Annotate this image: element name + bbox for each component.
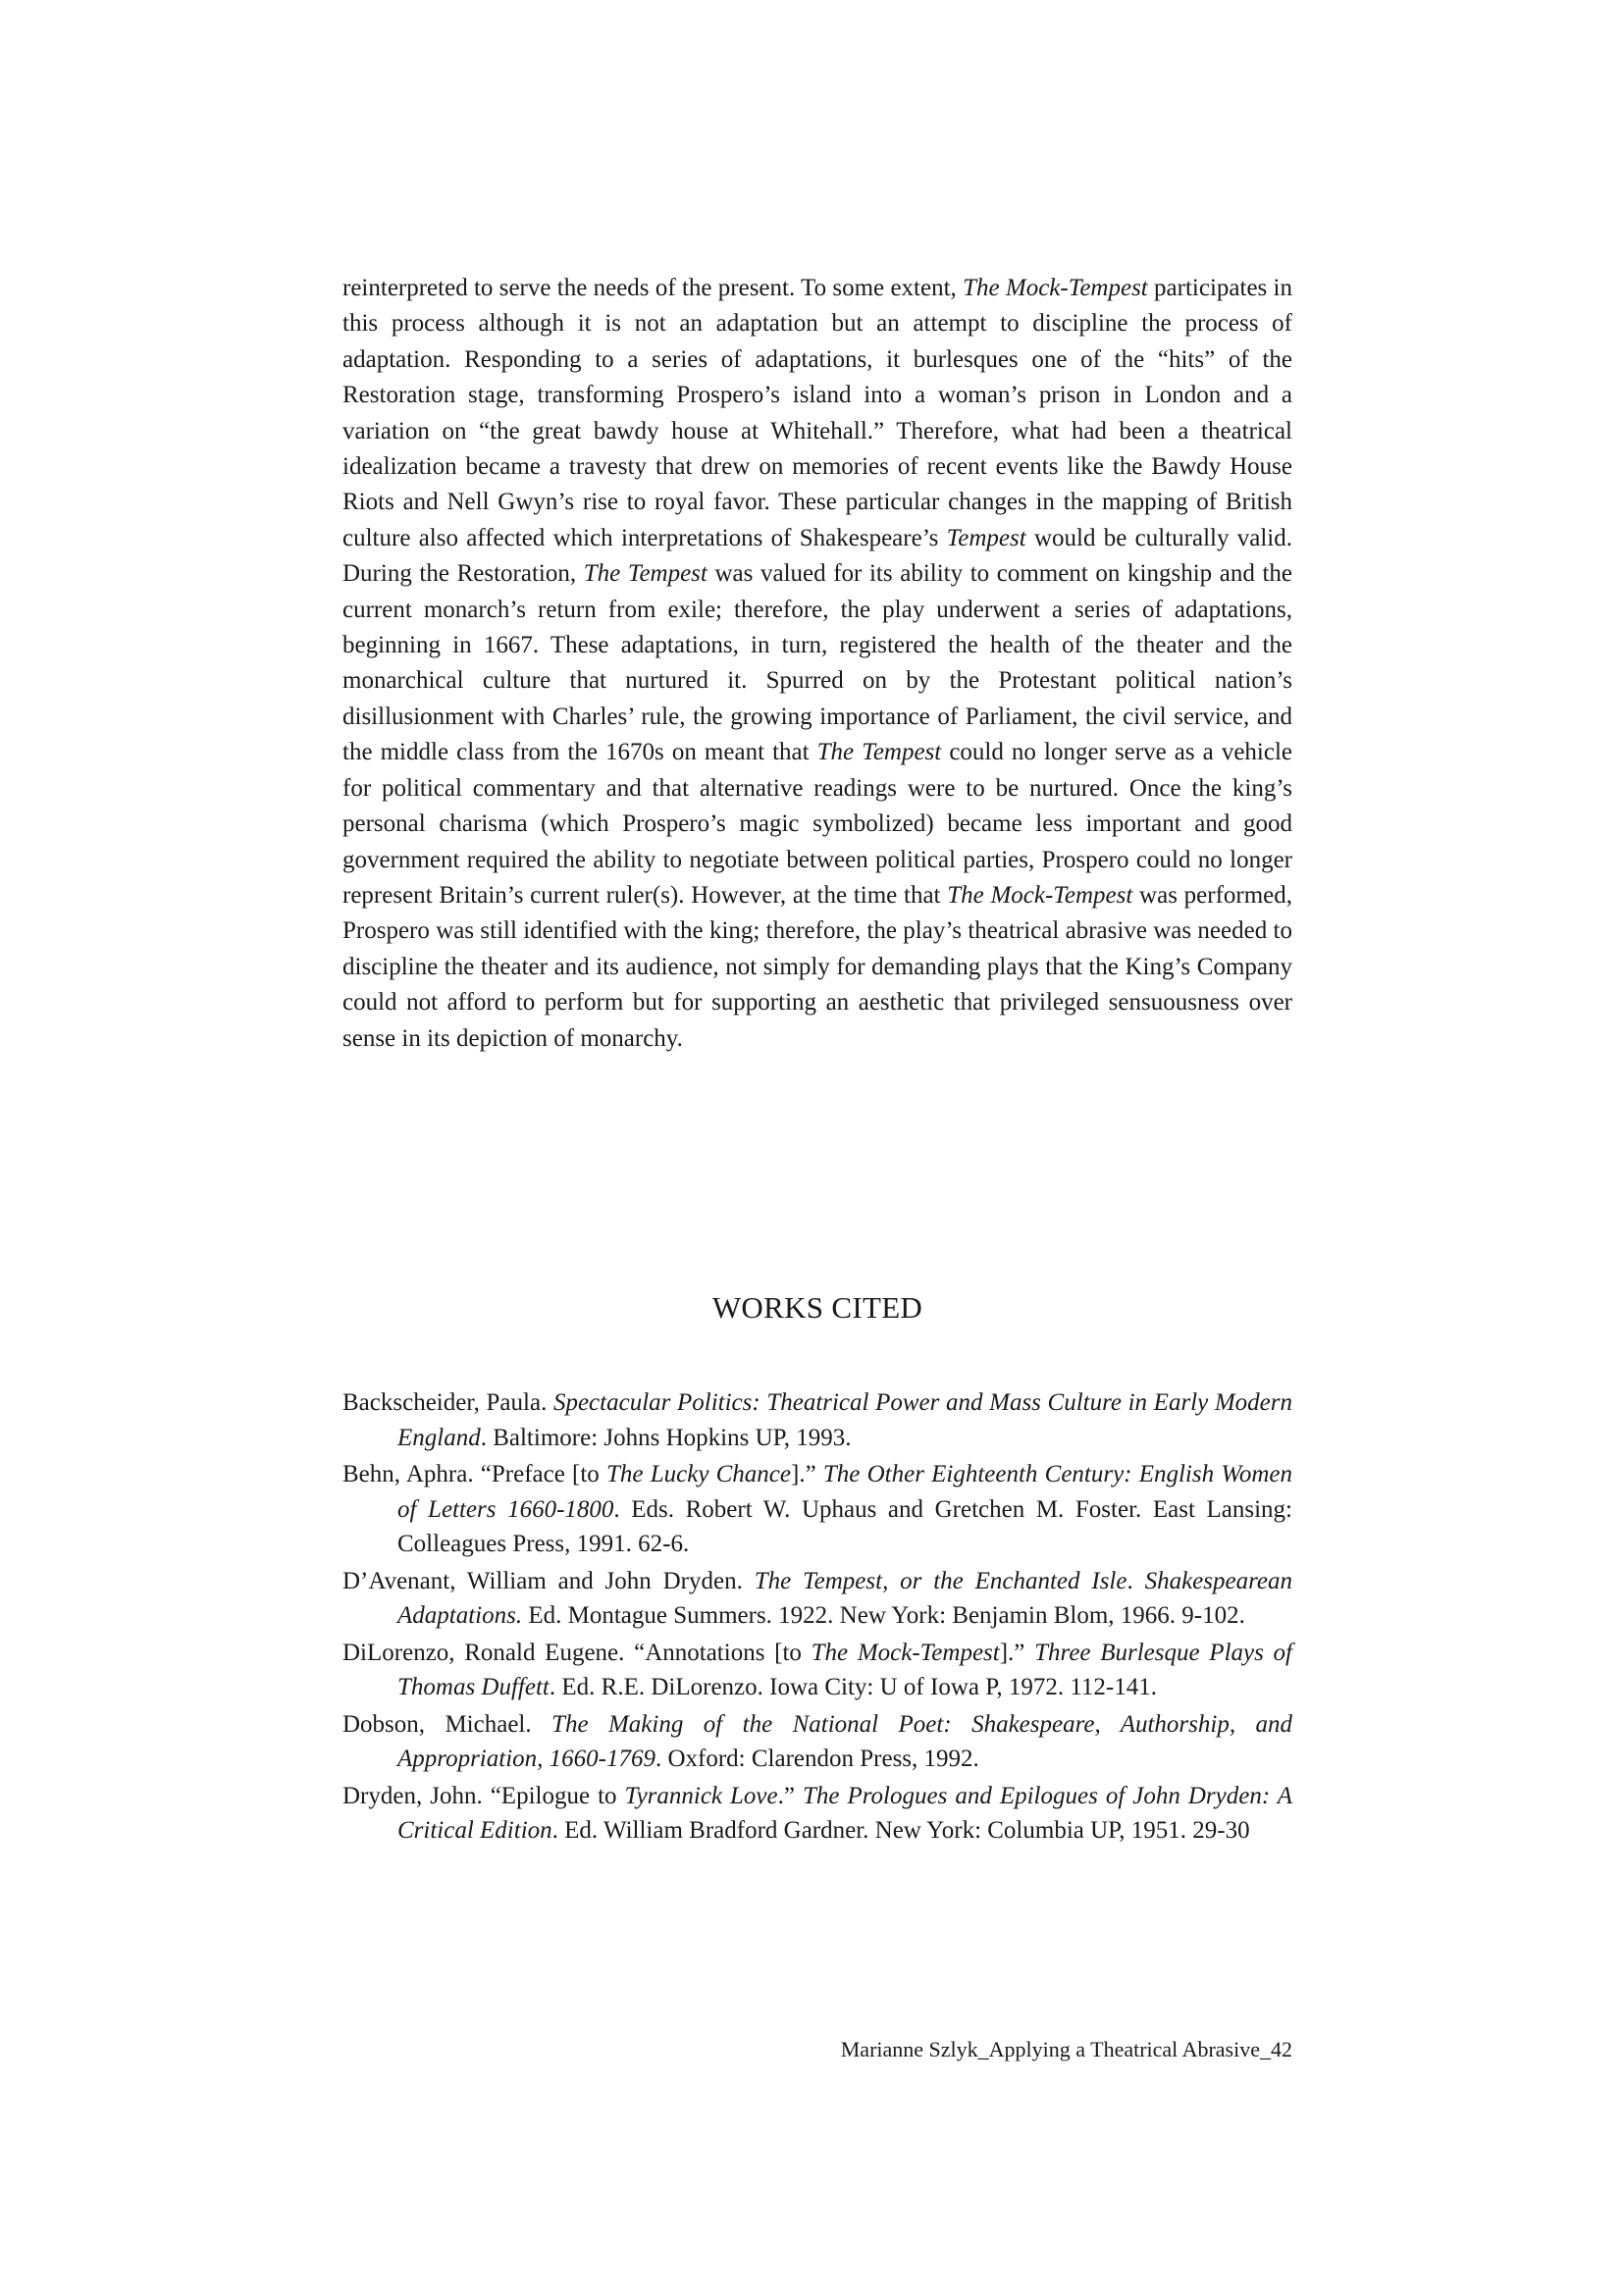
text-segment: reinterpreted to serve the needs of the present. To some extent, xyxy=(342,275,964,301)
citation-entry xyxy=(342,1707,1292,1777)
italic-text: The Making of the National Poet: Shakespeare, Authorship, and Appropriation, 1660-1769 xyxy=(397,1710,1292,1772)
text-segment: participates in this process although it is not an adaptation but an attempt to discipline the process of adaptation. Responding to a series of adaptations, it burlesques one of the “hits” of the Restoration stage, transforming Prospero’s island into a woman’s prison in London and a variation on “the great bawdy house at Whitehall.” Therefore, what had been a theatrical idealization became a travesty that drew on memories of recent events like the Bawdy House Riots and Nell Gwyn’s rise to royal favor. These particular changes in the mapping of British culture also affected which interpretations of Shakespeare’s xyxy=(342,275,1293,551)
italic-text: Three Burlesque Plays of Thomas Duffett xyxy=(397,1639,1292,1700)
text-segment: . Ed. William Bradford Gardner. New York: Columbia UP, 1951. 29-30 xyxy=(551,1817,1250,1844)
italic-text: The Lucky Chance xyxy=(606,1461,791,1487)
text-segment: could no longer serve as a vehicle for political commentary and that alternative readings were to be nurtured. Once the king’s personal charisma (which Prospero’s magic symbolized) became less important and good government required the ability to negotiate between political parties, Prospero could no longer represent Britain’s current ruler(s). However, at the time that xyxy=(342,739,1292,909)
text-segment: ].” xyxy=(999,1639,1035,1666)
text-segment: . Oxford: Clarendon Press, 1992. xyxy=(655,1746,979,1772)
citation-entry xyxy=(342,1779,1292,1849)
works-cited-heading: WORKS CITED xyxy=(711,1290,923,1325)
citation-entry xyxy=(342,1385,1292,1455)
text-segment: Dryden, John. “Epilogue to xyxy=(342,1782,625,1809)
italic-text: The Mock-Tempest xyxy=(811,1639,1000,1666)
works-cited-list xyxy=(342,1385,1292,1851)
text-segment: would be culturally valid. During the Restoration, xyxy=(342,524,1292,588)
text-segment: ].” xyxy=(791,1461,823,1487)
italic-text: Shakespearean Adaptations. xyxy=(397,1567,1292,1629)
italic-text: The Tempest, or the Enchanted Isle xyxy=(754,1567,1127,1594)
text-segment: . xyxy=(1126,1567,1145,1594)
italic-text: Tyrannick Love xyxy=(624,1782,778,1809)
running-footer: Marianne Szlyk_Applying a Theatrical Abrasive_42 xyxy=(840,2037,1292,2061)
text-segment: . Eds. Robert W. Uphaus and Gretchen M. Foster. East Lansing: Colleagues Press, 1991. 62-6. xyxy=(397,1495,1292,1557)
text-segment: Backscheider, Paula. xyxy=(342,1389,553,1416)
italic-text: Tempest xyxy=(946,524,1026,551)
italic-text: The Other Eighteenth Century: English Women of Letters 1660-1800 xyxy=(397,1461,1292,1523)
text-segment: Ed. Montague Summers. 1922. New York: Benjamin Blom, 1966. 9-102. xyxy=(522,1602,1245,1629)
text-segment: DiLorenzo, Ronald Eugene. “Annotations [to xyxy=(342,1639,812,1666)
citation-entry xyxy=(342,1636,1292,1705)
text-segment: . Baltimore: Johns Hopkins UP, 1993. xyxy=(480,1424,852,1451)
italic-text: The Tempest xyxy=(816,739,942,766)
italic-text: The Tempest xyxy=(583,560,707,588)
italic-text: The Mock-Tempest xyxy=(947,881,1133,909)
text-segment: was valued for its ability to comment on kingship and the current monarch’s return from exile; therefore, the play underwent a series of adaptations, beginning in 1667. These adaptations, in turn, registered the health of the theater and the monarchical culture that nurtured it. Spurred on by the Protestant political nation’s disillusionment with Charles’ rule, the growing importance of Parliament, the civil service, and the middle class from the 1670s on meant that xyxy=(342,560,1293,766)
text-segment: Behn, Aphra. “Preface [to xyxy=(342,1461,607,1487)
text-segment: was performed, Prospero was still identified with the king; therefore, the play’s theatrical abrasive was needed to discipline the theater and its audience, not simply for demanding plays that the King’s Company could not afford to perform but for supporting an aesthetic that privileged sensuousness over sense in its depiction of monarchy. xyxy=(342,881,1293,1052)
body-paragraph xyxy=(342,271,1292,1057)
text-segment: .” xyxy=(777,1782,803,1809)
text-segment: Dobson, Michael. xyxy=(342,1710,552,1738)
italic-text: The Mock-Tempest xyxy=(963,275,1148,301)
text-segment: D’Avenant, William and John Dryden. xyxy=(342,1567,755,1594)
citation-entry xyxy=(342,1457,1292,1562)
italic-text: The Prologues and Epilogues of John Dryden: A Critical Edition xyxy=(397,1782,1292,1844)
text-segment: . Ed. R.E. DiLorenzo. Iowa City: U of Iowa P, 1972. 112-141. xyxy=(549,1674,1158,1700)
citation-entry xyxy=(342,1564,1292,1634)
italic-text: Spectacular Politics: Theatrical Power and Mass Culture in Early Modern England xyxy=(397,1389,1292,1451)
